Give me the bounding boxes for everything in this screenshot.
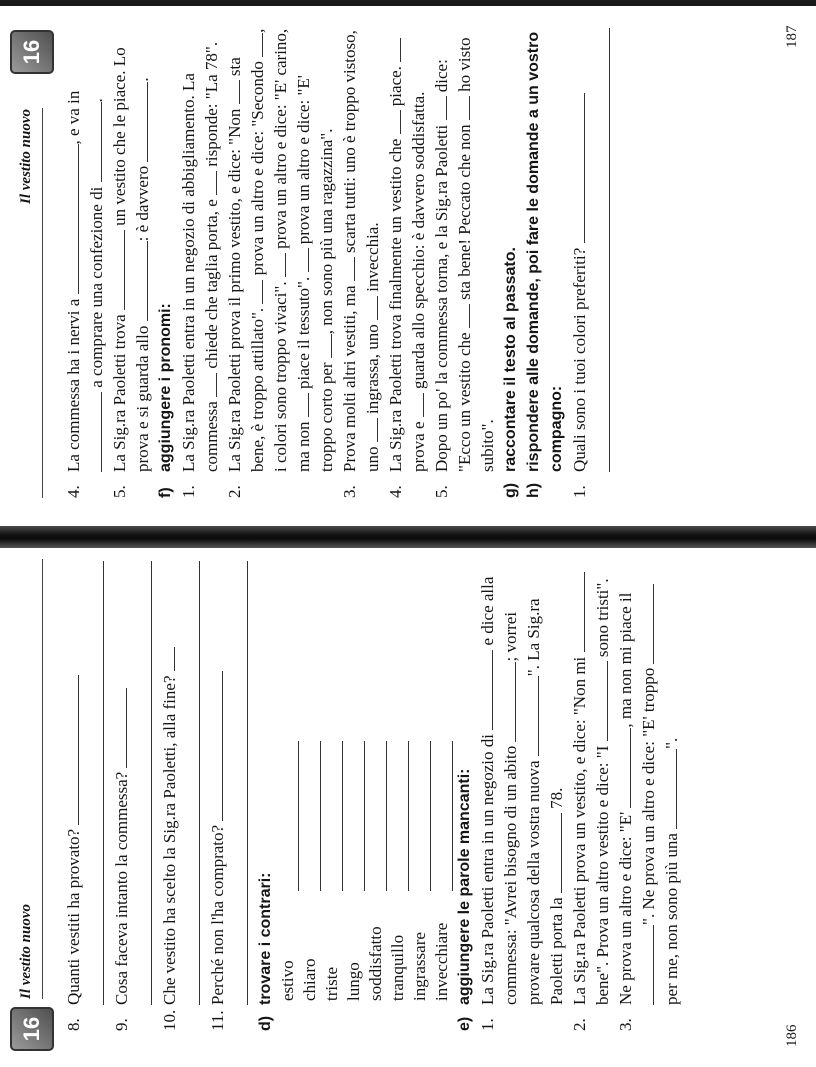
exercise-item: 3. Prova molti altri vestiti, ma scarta tutti: uno è troppo vistoso, uno ingrassa, uno invecchia. [340, 30, 382, 498]
antonym-row: tranquillo [387, 561, 409, 1001]
section-d-title: d) trovare i contrari: [257, 872, 274, 1031]
antonym-row: invecchiare [431, 561, 453, 1001]
exercise-item: 2. La Sig.ra Paoletti prova un vestito, e dice: "Non mi bene". Prova un altro vestito e dice: "I sono tristi". [568, 561, 614, 1031]
exercise-item: 5. La Sig.ra Paoletti trova un vestito che le piace. Lo prova e si guarda allo : è davvero . [110, 47, 152, 498]
page-number: 186 [784, 1024, 800, 1047]
running-header: Il vestito nuovo [18, 108, 34, 204]
page-number: 187 [784, 25, 800, 48]
page-186-content [62, 561, 683, 1031]
page-186 [0, 533, 816, 1067]
page-186-band [0, 533, 816, 1067]
section-e-title: e) aggiungere le parole mancanti: [456, 768, 473, 1031]
answer-line[interactable] [87, 561, 104, 1005]
chapter-badge: 16 [10, 1007, 54, 1051]
exercise-item: 4. La commessa ha i nervi a , e va in a comprare una confezione di . [64, 90, 106, 498]
answer-line[interactable] [327, 741, 343, 891]
answer-line[interactable] [231, 561, 248, 1005]
page-187-content [62, 28, 616, 498]
answer-line[interactable] [135, 561, 152, 1005]
antonym-row: chiaro [299, 561, 321, 1001]
antonym-row: soddisfatto [365, 561, 387, 1001]
answer-line[interactable] [593, 28, 610, 472]
antonym-row: triste [321, 561, 343, 1001]
answer-line[interactable] [437, 741, 453, 891]
question: 1. Quali sono i tuoi colori preferiti? [568, 28, 591, 498]
answer-line[interactable] [305, 741, 321, 891]
section-h-title: h) rispondere alle domande, poi fare le domande a un vostro compagno: [525, 31, 565, 498]
running-header: Il vestito nuovo [18, 903, 34, 999]
answer-line[interactable] [349, 741, 365, 891]
answer-line[interactable] [283, 741, 299, 891]
header-rule [42, 108, 43, 498]
section-g-title: g) raccontare il testo al passato. [502, 247, 519, 498]
section-f-title: f) aggiungere i pronomi: [157, 303, 174, 498]
exercise-item: 1. La Sig.ra Paoletti entra in un negozio di e dice alla commessa: "Avrei bisogno di un abito ; vorrei provare qualcosa della vostra nuova ". La Sig.ra Paoletti porta la 78. [478, 576, 566, 1031]
chapter-badge: 16 [10, 30, 54, 74]
answer-line[interactable] [183, 561, 200, 1005]
header-rule [42, 559, 43, 999]
exercise-item: 3. Ne prova un altro e dice: "E' , ma non mi piace il ". Ne prova un altro e dice: "E' troppo per me, non sono più una ". [614, 561, 683, 1031]
exercise-item: 2. La Sig.ra Paoletti prova il primo vestito, e dice: "Non sta bene, è troppo attillato". prova un altro e dice: "Secondo , i colori sono troppo vivaci". prova un altro e dice: "E' carino, ma non piace il tessuto". prova un altro e dice: "E' troppo corto per , non sono più una ragazzina". [225, 28, 336, 498]
answer-line[interactable] [415, 741, 431, 891]
antonym-list [277, 561, 453, 1001]
exercise-item: 1. La Sig.ra Paoletti entra in un negozio di abbigliamento. La commessa chiede che taglia porta, e risponde: "La 78". [179, 41, 221, 498]
question: 8. Quanti vestiti ha provato? [62, 561, 85, 1031]
answer-line[interactable] [393, 741, 409, 891]
question: 11. Perché non l'ha comprato? [206, 561, 229, 1031]
question: 9. Cosa faceva intanto la commessa? [110, 561, 133, 1031]
antonym-row: ingrassare [409, 561, 431, 1001]
question: 10. Che vestito ha scelto la Sig.ra Paoletti, alla fine? [158, 561, 181, 1031]
antonym-row: lungo [343, 561, 365, 1001]
exercise-item: 4. La Sig.ra Paoletti trova finalmente un vestito che piace. prova e guarda allo specchio: è davvero soddisfatta. [384, 28, 430, 498]
exercise-item: 5. Dopo un po' la commessa torna, e la Sig.ra Paoletti dice: "Ecco un vestito che sta bene! Peccato che non ho visto subito". [432, 37, 497, 498]
antonym-row: estivo [277, 561, 299, 1001]
answer-line[interactable] [371, 741, 387, 891]
